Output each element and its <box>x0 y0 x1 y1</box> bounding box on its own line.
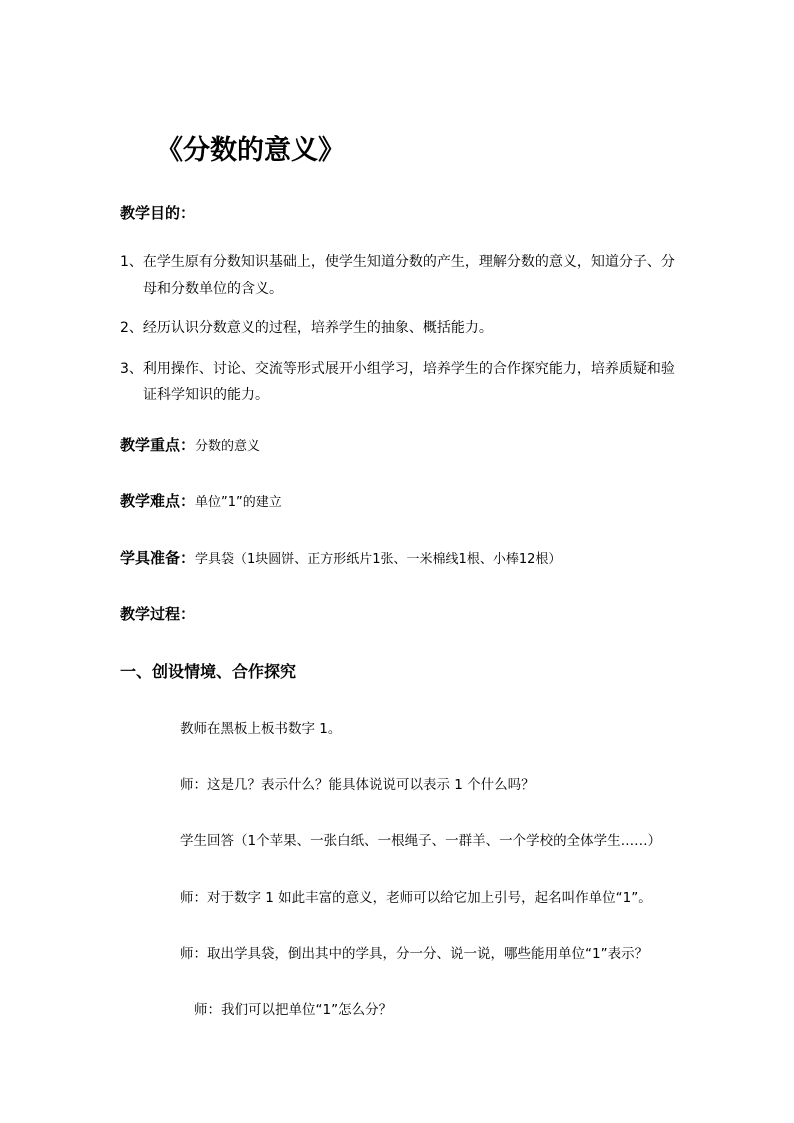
section-1-paragraph-2: 师：这是几？表示什么？能具体说说可以表示 1 个什么吗？ <box>180 777 535 793</box>
goal-2-line-1: 2、经历认识分数意义的过程，培养学生的抽象、概括能力。 <box>120 320 493 336</box>
goal-1-line-1: 1、在学生原有分数知识基础上，使学生知道分数的产生，理解分数的意义，知道分子、分 <box>120 254 675 270</box>
key-point-value: 分数的意义 <box>195 439 261 454</box>
difficulty-value: 单位”1”的建立 <box>195 495 282 510</box>
materials-label: 学具准备： <box>120 549 196 567</box>
difficulty-label: 教学难点： <box>120 492 196 510</box>
goal-1-line-2: 母和分数单位的含义。 <box>143 281 283 297</box>
key-point <box>120 434 260 455</box>
section-1-paragraph-4: 师：对于数字 1 如此丰富的意义，老师可以给它加上引号，起名叫作单位“1”。 <box>180 890 652 906</box>
materials <box>120 547 561 568</box>
goal-3-line-1: 3、利用操作、讨论、交流等形式展开小组学习，培养学生的合作探究能力，培养质疑和验 <box>120 361 675 377</box>
page-title: 《分数的意义》 <box>156 135 345 166</box>
materials-value: 学具袋（1块圆饼、正方形纸片1张、一米棉线1根、小棒12根） <box>195 552 562 567</box>
process-heading: 教学过程： <box>120 605 196 623</box>
section-1-heading: 一、创设情境、合作探究 <box>120 662 297 681</box>
section-1-paragraph-5: 师：取出学具袋，倒出其中的学具，分一分、说一说，哪些能用单位“1”表示？ <box>180 946 649 962</box>
goals-heading: 教学目的： <box>120 204 196 222</box>
goal-3-line-2: 证科学知识的能力。 <box>143 387 269 403</box>
section-1-paragraph-6: 师：我们可以把单位“1”怎么分？ <box>194 1002 393 1018</box>
section-1-paragraph-3: 学生回答（1个苹果、一张白纸、一根绳子、一群羊、一个学校的全体学生……） <box>180 833 662 849</box>
difficulty <box>120 490 282 511</box>
section-1-paragraph-1: 教师在黑板上板书数字 1。 <box>180 721 342 737</box>
key-point-label: 教学重点： <box>120 436 196 454</box>
